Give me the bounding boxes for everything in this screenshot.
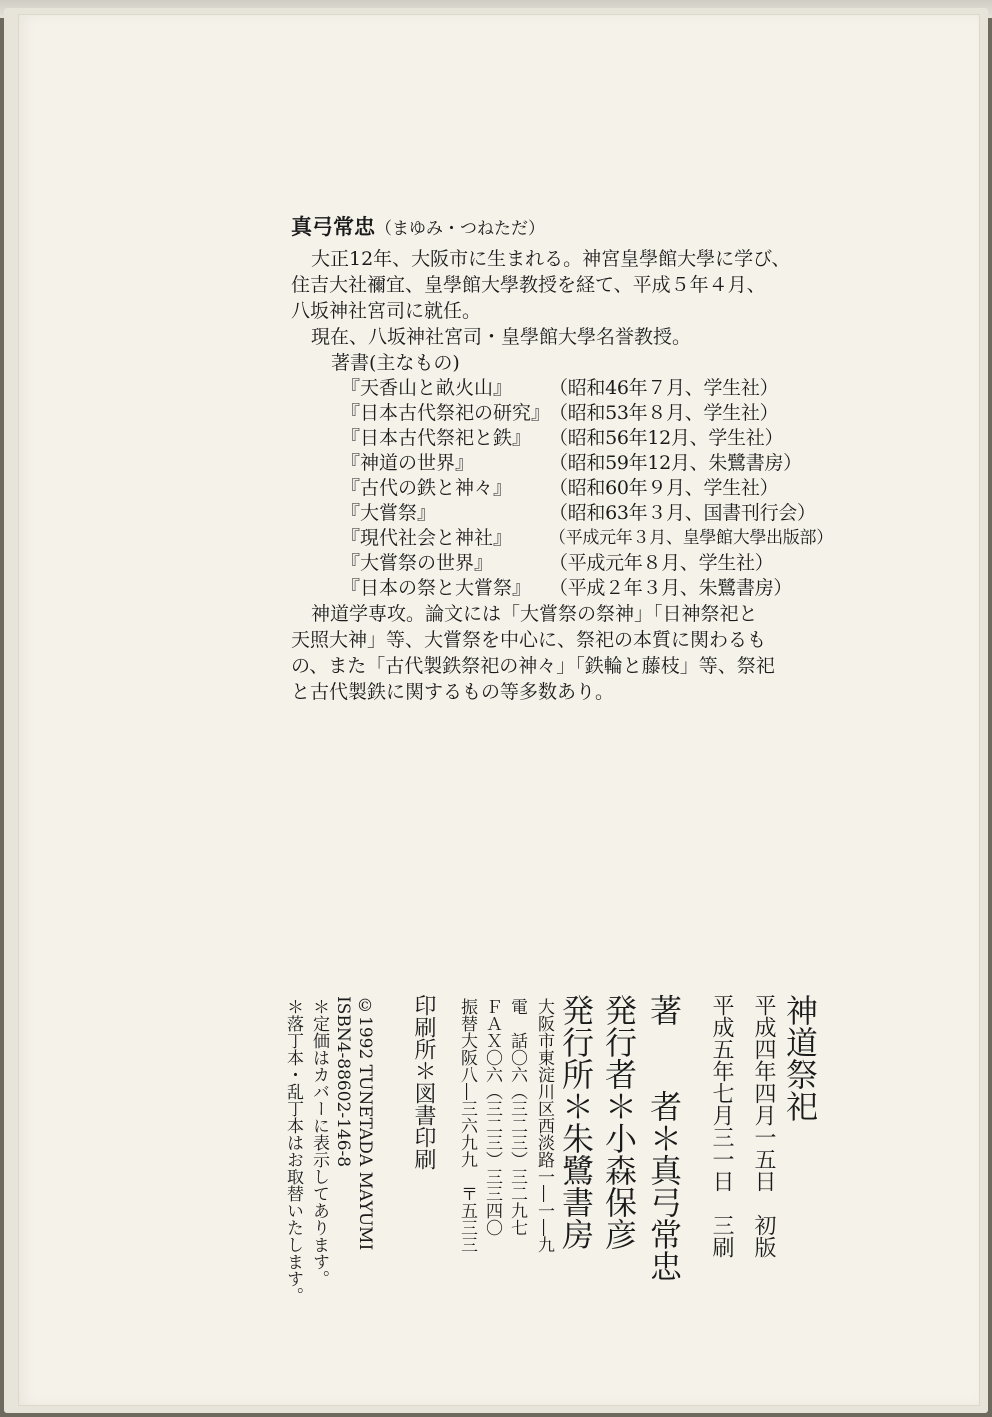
colophon-page bbox=[18, 14, 980, 1406]
works-list bbox=[291, 376, 851, 601]
work-item bbox=[291, 501, 851, 526]
work-item bbox=[291, 426, 851, 451]
work-title: 『日本古代祭祀と鉄』 bbox=[341, 427, 532, 449]
closing-line: の、また「古代製鉄祭祀の神々」「鉄輪と藤枝」等、祭祀 bbox=[291, 655, 775, 677]
work-publisher: （平成２年３月、朱鷺書房） bbox=[549, 577, 793, 599]
work-title: 『日本の祭と大嘗祭』 bbox=[341, 577, 532, 599]
work-title: 『現代社会と神社』 bbox=[341, 527, 513, 549]
author-bio bbox=[291, 214, 851, 705]
bio-line: 八坂神社宮司に就任。 bbox=[291, 300, 482, 322]
work-title: 『天香山と畝火山』 bbox=[341, 377, 513, 399]
author-credit: 著 者＊真弓常忠 bbox=[645, 994, 683, 1282]
issuer-credit: 発行者＊小森保彦 bbox=[600, 994, 638, 1250]
works-heading: 著書(主なもの) bbox=[331, 352, 460, 374]
work-title: 『日本古代祭祀の研究』 bbox=[341, 402, 551, 424]
printer-credit: 印刷所＊図書印刷 bbox=[411, 994, 436, 1170]
replacement-note: ＊落丁本・乱丁本はお取替いたします。 bbox=[283, 998, 303, 1304]
publisher-fax: ＦＡＸ〇六（三二三）三三四〇 bbox=[482, 998, 502, 1236]
work-publisher: （平成元年３月、皇學館大學出版部） bbox=[549, 528, 833, 548]
work-item bbox=[291, 551, 851, 576]
bio-line: 現在、八坂神社宮司・皇學館大學名誉教授。 bbox=[311, 326, 692, 348]
work-title: 『大嘗祭』 bbox=[341, 502, 437, 524]
bio-line: 住吉大社禰宜、皇學館大學教授を経て、平成５年４月、 bbox=[291, 274, 766, 296]
work-publisher: （昭和63年３月、国書刊行会） bbox=[549, 502, 816, 524]
author-heading bbox=[291, 214, 851, 242]
closing-line: 神道学専攻。論文には「大嘗祭の祭神」「日神祭祀と bbox=[311, 603, 758, 625]
author-name: 真弓常忠 bbox=[291, 214, 375, 239]
work-item bbox=[291, 376, 851, 401]
isbn: ISBN4-88602-146-8 bbox=[333, 996, 353, 1168]
work-item bbox=[291, 476, 851, 501]
work-publisher: （昭和59年12月、朱鷺書房） bbox=[549, 452, 802, 474]
work-title: 『古代の鉄と神々』 bbox=[341, 477, 513, 499]
publisher-phone: 電 話〇六（三二三）三二九七 bbox=[507, 998, 527, 1236]
publisher-credit: 発行所＊朱鷺書房 bbox=[557, 994, 595, 1250]
work-publisher: （平成元年８月、学生社） bbox=[549, 552, 774, 574]
bio-line: 大正12年、大阪市に生まれる。神宮皇學館大學に学び、 bbox=[311, 248, 791, 270]
work-item bbox=[291, 401, 851, 426]
author-reading: （まゆみ・つねただ） bbox=[375, 219, 545, 239]
work-publisher: （昭和60年９月、学生社） bbox=[549, 477, 779, 499]
first-edition-date: 平成四年四月一五日 初版 bbox=[751, 994, 776, 1258]
price-note: ＊定価はカバーに表示してあります。 bbox=[309, 998, 329, 1287]
work-title: 『大嘗祭の世界』 bbox=[341, 552, 494, 574]
work-publisher: （昭和56年12月、学生社） bbox=[549, 427, 784, 449]
publisher-address: 大阪市東淀川区西淡路一―一―九 bbox=[534, 998, 554, 1253]
closing-line: と古代製鉄に関するもの等多数あり。 bbox=[291, 681, 615, 703]
work-publisher: （昭和46年７月、学生社） bbox=[549, 377, 779, 399]
work-publisher: （昭和53年８月、学生社） bbox=[549, 402, 779, 424]
work-item bbox=[291, 576, 851, 601]
copyright-notice: ©1992 TUNETADA MAYUMI bbox=[355, 996, 375, 1251]
work-item bbox=[291, 526, 851, 551]
work-item bbox=[291, 451, 851, 476]
closing-line: 天照大神」等、大嘗祭を中心に、祭祀の本質に関わるも bbox=[291, 629, 767, 651]
book-title: 神道祭祀 bbox=[781, 994, 819, 1122]
third-printing-date: 平成五年七月三一日 三刷 bbox=[709, 994, 734, 1258]
publisher-transfer-account: 振替大阪八―三六九九 〒五三三 bbox=[457, 998, 477, 1253]
work-title: 『神道の世界』 bbox=[341, 452, 475, 474]
